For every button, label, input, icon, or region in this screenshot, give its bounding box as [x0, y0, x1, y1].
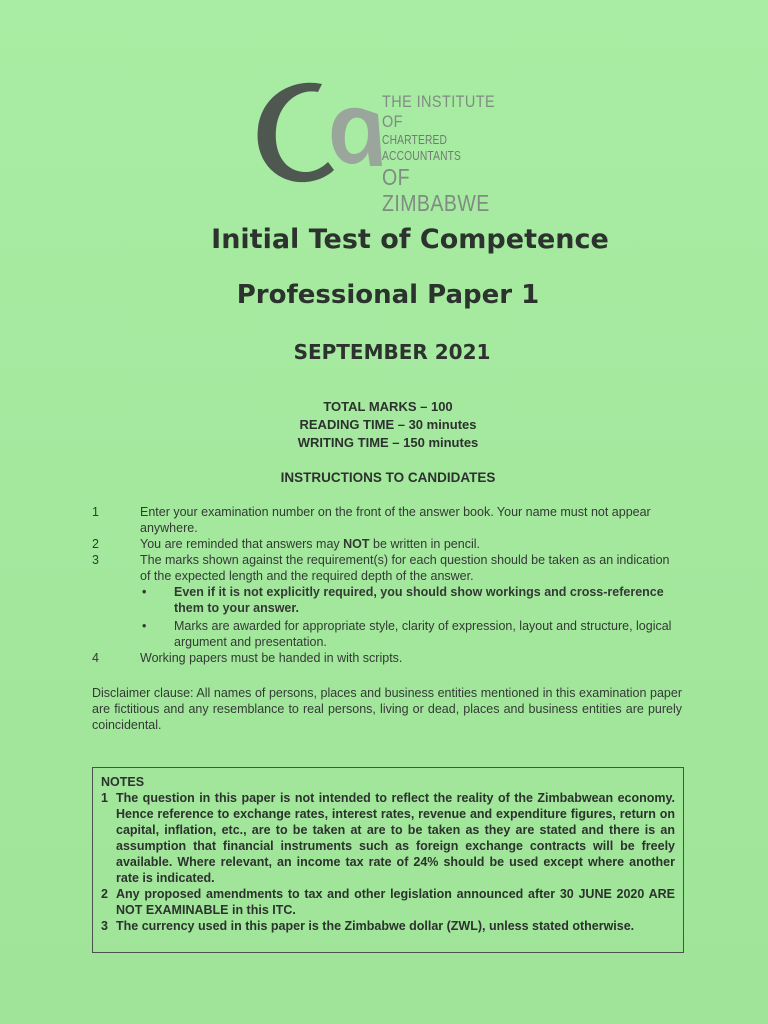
note-text: The question in this paper is not intended to reflect the reality of the Zimbabwean economy. Hence reference to exchange rates, interest rates, revenue and expenditure figures, return on capital, inflation, etc., are to be taken at are to be taken as they are stated and there is an assumption that financial instruments such as foreign exchange contracts will be freely available. Where relevant, an income tax rate of 24% should be used except where another rate is indicated.: [116, 791, 675, 885]
logo-line-3: OF ZIMBABWE: [382, 164, 490, 216]
instruction-bullet: [92, 584, 682, 616]
instruction-item: [92, 552, 682, 584]
instructions-heading: INSTRUCTIONS TO CANDIDATES: [280, 470, 496, 485]
instruction-text-end: be written in pencil.: [369, 537, 480, 551]
exam-title: Initial Test of Competence: [211, 224, 609, 255]
note-item: [101, 790, 675, 886]
exam-date: SEPTEMBER 2021: [293, 340, 491, 364]
instruction-emphasis: NOT: [343, 537, 370, 551]
disclaimer-clause: Disclaimer clause: All names of persons, places and business entities mentioned in this examination paper are fictitious and any resemblance to real persons, living or dead, places and business entities are purely coincidental.: [92, 686, 682, 732]
instruction-text: The marks shown against the requirement(s) for each question should be taken as an indication of the expected length and the required depth of the answer.: [140, 553, 670, 583]
bullet-text: Marks are awarded for appropriate style, clarity of expression, layout and structure, logical argument and presentation.: [174, 619, 672, 649]
note-number: 3: [101, 919, 108, 933]
total-marks: TOTAL MARKS – 100: [323, 399, 453, 414]
instruction-item: [92, 536, 682, 552]
bullet-icon: •: [142, 585, 147, 599]
instruction-number: 1: [92, 505, 99, 519]
bullet-icon: •: [142, 619, 147, 633]
instruction-text: Working papers must be handed in with scripts.: [140, 651, 403, 665]
logo-line-1: THE INSTITUTE OF: [382, 92, 496, 131]
reading-time: READING TIME – 30 minutes: [299, 417, 477, 432]
note-number: 2: [101, 887, 108, 901]
instruction-number: 3: [92, 553, 99, 567]
instruction-text: Enter your examination number on the front of the answer book. Your name must not appear anywhere.: [140, 505, 651, 535]
note-text: Any proposed amendments to tax and other legislation announced after 30 JUNE 2020 ARE NOT EXAMINABLE in this ITC.: [116, 887, 675, 917]
instructions-list: [92, 504, 682, 666]
notes-box: [92, 767, 684, 953]
bullet-text: Even if it is not explicitly required, you should show workings and cross-reference them to your answer.: [174, 585, 664, 615]
exam-meta: [0, 398, 768, 452]
logo-wordmark: [382, 92, 538, 216]
note-item: [101, 918, 675, 934]
instruction-item: [92, 650, 682, 666]
notes-heading: NOTES: [101, 775, 145, 789]
ca-monogram-logo: [248, 70, 388, 190]
logo-line-2: CHARTERED ACCOUNTANTS: [382, 133, 462, 163]
note-item: [101, 886, 675, 918]
note-number: 1: [101, 791, 108, 805]
icaz-logo: [248, 70, 538, 216]
paper-title: Professional Paper 1: [236, 280, 540, 310]
instruction-number: 4: [92, 651, 99, 665]
instruction-item: [92, 504, 682, 536]
writing-time: WRITING TIME – 150 minutes: [297, 435, 479, 450]
instruction-number: 2: [92, 537, 99, 551]
instruction-text-start: You are reminded that answers may: [140, 537, 344, 551]
note-text: The currency used in this paper is the Zimbabwe dollar (ZWL), unless stated otherwise.: [116, 919, 635, 933]
instruction-bullet: [92, 618, 682, 650]
